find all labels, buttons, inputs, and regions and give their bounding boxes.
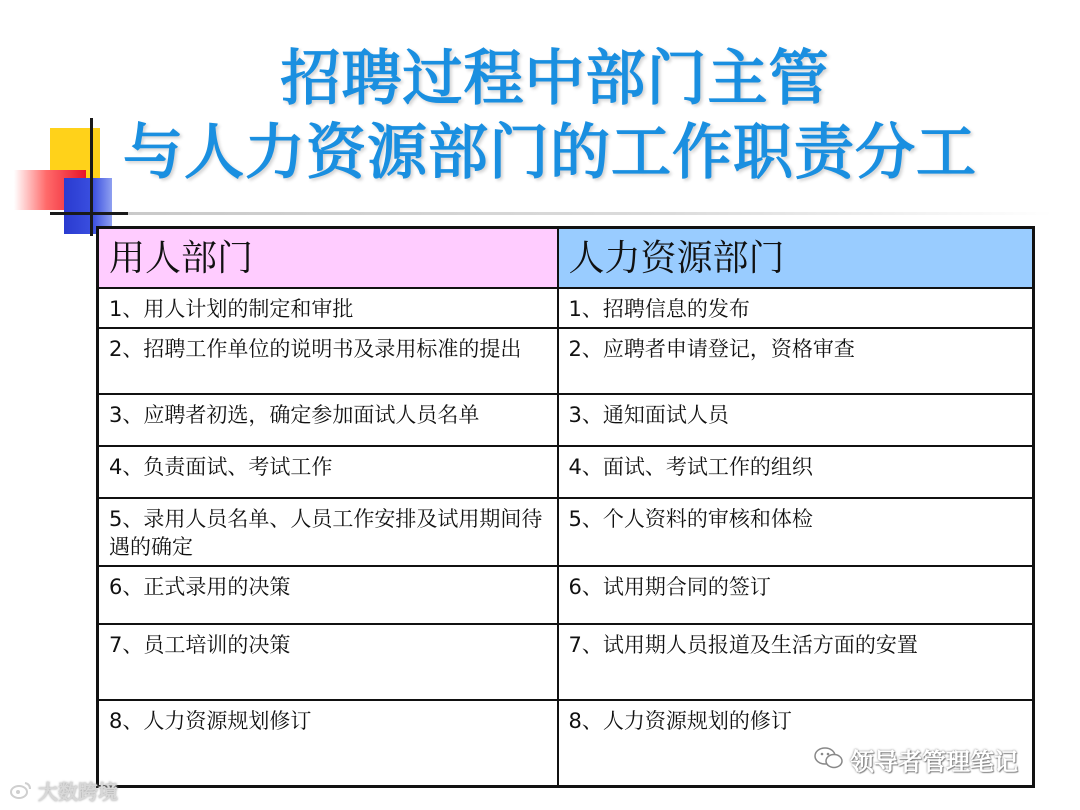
table-row [98,288,1034,328]
hiring-dept-duty-5: 5、录用人员名单、人员工作安排及试用期间待遇的确定 [98,498,558,566]
hr-dept-duty-6: 6、试用期合同的签订 [558,566,1034,624]
wechat-icon [814,746,844,776]
table-row [98,394,1034,446]
hiring-dept-duty-4: 4、负责面试、考试工作 [98,446,558,498]
header-hr-department: 人力资源部门 [558,228,1034,289]
table-row [98,328,1034,394]
hiring-dept-duty-6: 6、正式录用的决策 [98,566,558,624]
duty-table [96,226,1035,788]
hr-dept-duty-2: 2、应聘者申请登记，资格审查 [558,328,1034,394]
table-row [98,446,1034,498]
watermark-left-text: 大数跨境 [38,780,118,804]
hr-dept-duty-3: 3、通知面试人员 [558,394,1034,446]
slide-title [0,42,1080,190]
watermark-right-text: 领导者管理笔记 [850,748,1018,776]
title-line-2: 与人力资源部门的工作职责分工 [123,118,977,188]
table-row [98,566,1034,624]
hiring-dept-duty-3: 3、应聘者初选，确定参加面试人员名单 [98,394,558,446]
hr-dept-duty-8: 8、人力资源规划的修订 [558,700,1034,786]
hiring-dept-duty-8: 8、人力资源规划修订 [98,700,558,786]
hr-dept-duty-1: 1、招聘信息的发布 [558,288,1034,328]
decor-horizontal-line [50,212,128,215]
header-hiring-department: 用人部门 [98,228,558,289]
table-row [98,624,1034,700]
hr-dept-duty-5: 5、个人资料的审核和体检 [558,498,1034,566]
hiring-dept-duty-7: 7、员工培训的决策 [98,624,558,700]
watermark-left [10,776,118,805]
table-header-row [98,228,1034,289]
title-line-1: 招聘过程中部门主管 [280,44,830,114]
table-row [98,498,1034,566]
hiring-dept-duty-1: 1、用人计划的制定和审批 [98,288,558,328]
hr-dept-duty-4: 4、面试、考试工作的组织 [558,446,1034,498]
hr-dept-duty-7: 7、试用期人员报道及生活方面的安置 [558,624,1034,700]
hiring-dept-duty-2: 2、招聘工作单位的说明书及录用标准的提出 [98,328,558,394]
header-rule [93,212,1053,215]
watermark-right [814,742,1018,777]
weibo-icon [10,780,32,804]
